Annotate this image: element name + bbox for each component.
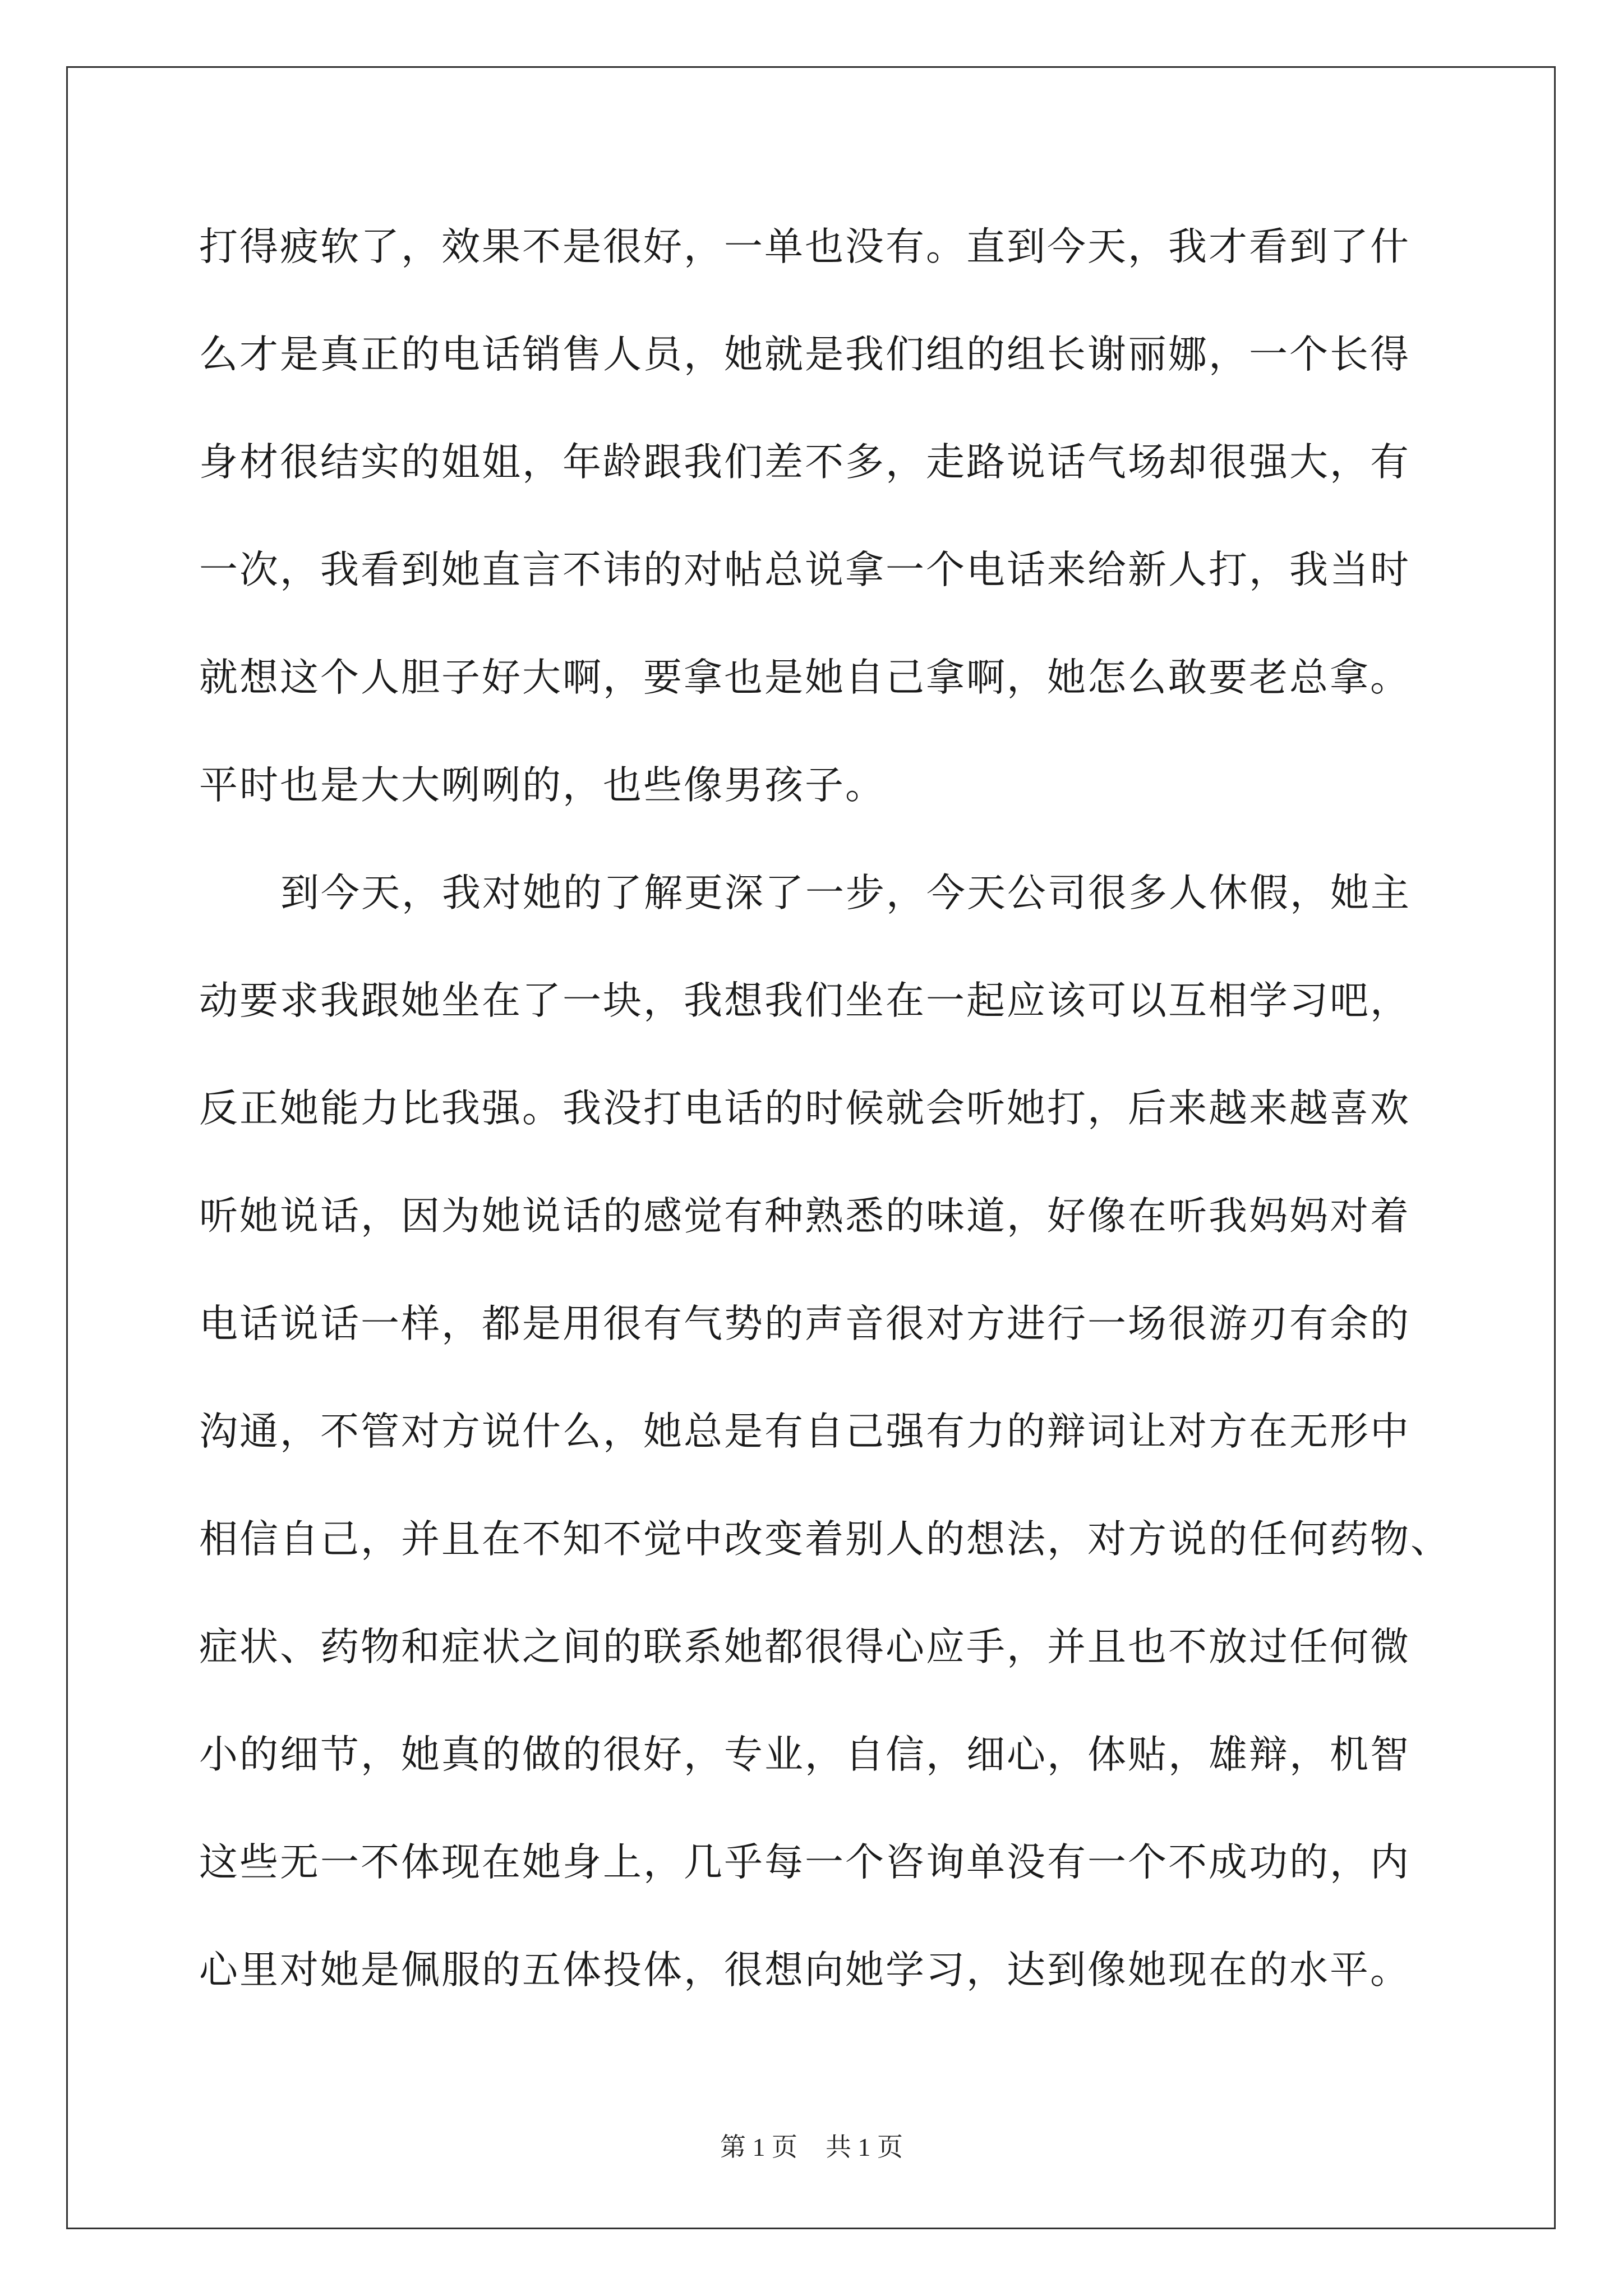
text-line: 症状、药物和症状之间的联系她都很得心应手，并且也不放过任何微 [199, 1625, 1410, 1669]
paragraph-start-line: 到今天，我对她的了解更深了一步，今天公司很多人休假，她主 [280, 871, 1411, 915]
text-line: 沟通，不管对方说什么，她总是有自己强有力的辩词让对方在无形中 [199, 1409, 1410, 1454]
text-line: 相信自己，并且在不知不觉中改变着别人的想法，对方说的任何药物、 [199, 1517, 1451, 1562]
document-body [199, 216, 1489, 2047]
text-line: 一次，我看到她直言不讳的对帖总说拿一个电话来给新人打，我当时 [199, 547, 1410, 592]
text-line: 这些无一不体现在她身上，几乎每一个咨询单没有一个不成功的，内 [199, 1840, 1410, 1885]
text-line: 么才是真正的电话销售人员，她就是我们组的组长谢丽娜，一个长得 [199, 332, 1410, 377]
text-line: 平时也是大大咧咧的，也些像男孩子。 [199, 763, 886, 808]
page-total: 共 1 页 [826, 2133, 903, 2161]
text-line: 心里对她是佩服的五体投体，很想向她学习，达到像她现在的水平。 [199, 1948, 1410, 1993]
text-line: 听她说话，因为她说话的感觉有种熟悉的味道，好像在听我妈妈对着 [199, 1194, 1410, 1239]
text-line: 动要求我跟她坐在了一块，我想我们坐在一起应该可以互相学习吧， [199, 978, 1410, 1023]
text-line: 小的细节，她真的做的很好，专业，自信，细心，体贴，雄辩，机智 [199, 1732, 1410, 1777]
page-number: 第 1 页 [720, 2133, 797, 2161]
text-line: 身材很结实的姐姐，年龄跟我们差不多，走路说话气场却很强大，有 [199, 440, 1410, 485]
text-line: 打得疲软了，效果不是很好，一单也没有。直到今天，我才看到了什 [199, 224, 1410, 269]
text-line: 反正她能力比我强。我没打电话的时候就会听她打，后来越来越喜欢 [199, 1086, 1410, 1131]
page-footer [0, 2131, 1623, 2164]
text-line: 电话说话一样，都是用很有气势的声音很对方进行一场很游刃有余的 [199, 1301, 1410, 1346]
text-line: 就想这个人胆子好大啊，要拿也是她自己拿啊，她怎么敢要老总拿。 [199, 655, 1410, 700]
